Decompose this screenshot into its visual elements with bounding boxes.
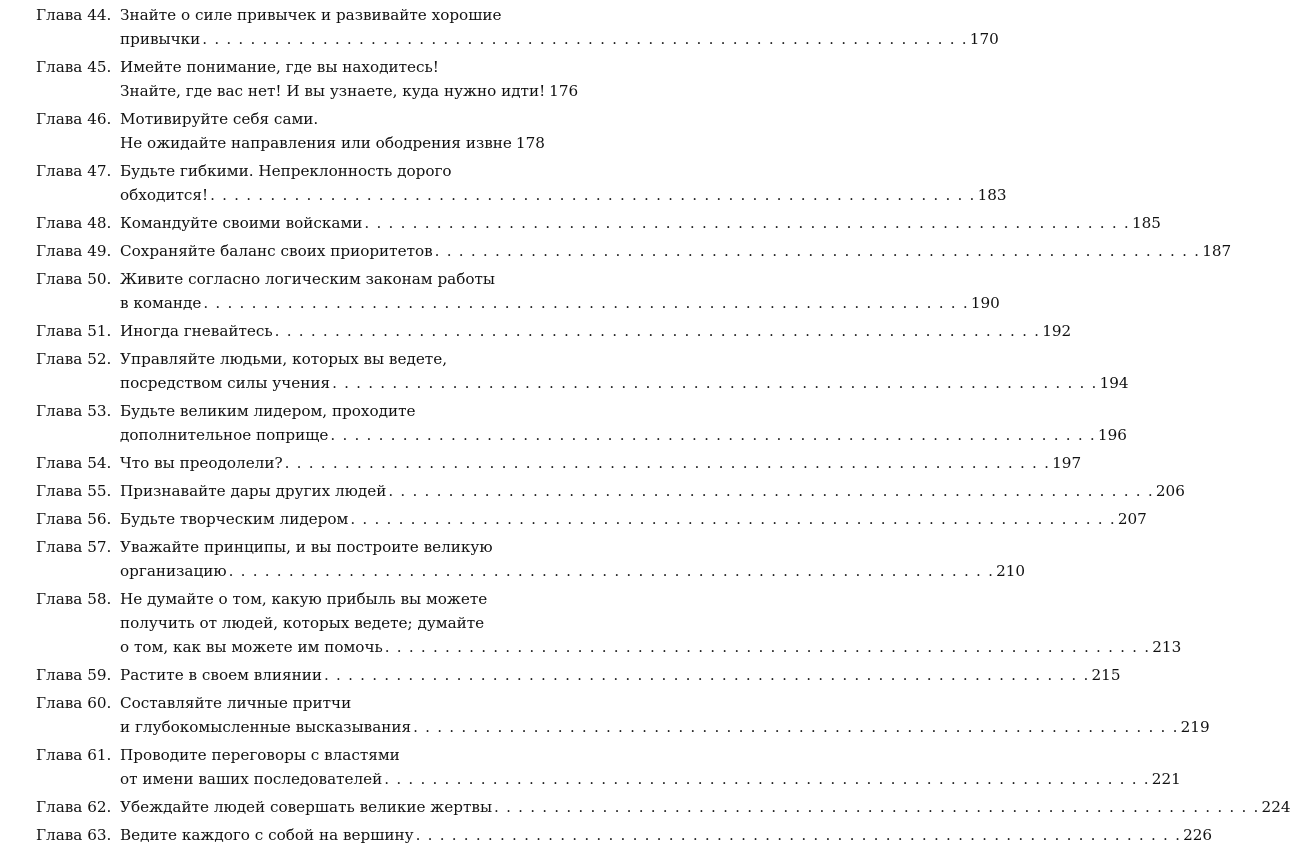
toc-entry — [36, 823, 1213, 847]
chapter-number: Глава 53. — [36, 402, 112, 420]
chapter-title-text: в команде — [120, 294, 202, 312]
chapter-number: Глава 51. — [36, 322, 112, 340]
chapter-number: Глава 59. — [36, 666, 112, 684]
page-number: 185 — [1131, 214, 1161, 232]
chapter-title-text: Уважайте принципы, и вы построите великую — [120, 538, 493, 556]
page-number: 196 — [1097, 426, 1127, 444]
chapter-title — [120, 55, 579, 103]
dot-leader: . . . . . . . . . . . . . . . . . . . . . . . . . . . . . . . . . . . . . . . . . . . . . . . . . . . . . . . . . . . . . . . . — [228, 562, 995, 580]
chapter-title-text: Признавайте дары других людей — [120, 482, 387, 500]
dot-leader: . . . . . . . . . . . . . . . . . . . . . . . . . . . . . . . . . . . . . . . . . . . . . . . . . . . . . . . . . . . . . . . . — [413, 718, 1179, 736]
page-number: 183 — [977, 186, 1007, 204]
chapter-title-line — [120, 55, 536, 79]
chapter-title-line — [120, 663, 1121, 687]
toc-entry — [36, 107, 545, 155]
chapter-number: Глава 55. — [36, 482, 112, 500]
chapter-title — [120, 507, 1147, 531]
page-number: 194 — [1099, 374, 1129, 392]
chapter-title-line — [120, 743, 536, 767]
chapter-title — [120, 535, 1026, 583]
chapter-title — [120, 159, 1007, 207]
dot-leader: . . . . . . . . . . . . . . . . . . . . . . . . . . . . . . . . . . . . . . . . . . . . . . . . . . . . . . . . . . . . . . . . — [388, 482, 1154, 500]
toc-entry — [36, 535, 1026, 583]
chapter-title-text: Что вы преодолели? — [120, 454, 283, 472]
dot-leader: . . . . . . . . . . . . . . . . . . . . . . . . . . . . . . . . . . . . . . . . . . . . . . . . . . . . . . . . . . . . . . . . — [284, 454, 1051, 472]
chapter-title-text: Будьте великим лидером, проходите — [120, 402, 416, 420]
page-number: 221 — [1151, 770, 1181, 788]
chapter-title-line — [120, 3, 536, 27]
chapter-title-text: Проводите переговоры с властями — [120, 746, 400, 764]
chapter-number: Глава 48. — [36, 214, 112, 232]
chapter-title-line — [120, 159, 536, 183]
toc-entry — [36, 663, 1121, 687]
chapter-title-line — [120, 635, 1182, 659]
chapter-number: Глава 49. — [36, 242, 112, 260]
dot-leader: . . . . . . . . . . . . . . . . . . . . . . . . . . . . . . . . . . . . . . . . . . . . . . . . . . . . . . . . . . . . . . . . — [202, 30, 968, 48]
chapter-title — [120, 3, 999, 51]
chapter-title — [120, 479, 1185, 503]
chapter-title — [120, 663, 1121, 687]
chapter-title — [120, 239, 1232, 263]
page-number: 210 — [996, 562, 1026, 580]
page-number: 207 — [1117, 510, 1147, 528]
chapter-title-text: обходится! — [120, 186, 209, 204]
chapter-title-text: Будьте гибкими. Непреклонность дорого — [120, 162, 452, 180]
chapter-title — [120, 347, 1129, 395]
chapter-title-line — [120, 767, 1181, 791]
chapter-title-text: от имени ваших последователей — [120, 770, 383, 788]
chapter-title-text: Не думайте о том, какую прибыль вы можете — [120, 590, 488, 608]
page-number: 224 — [1261, 798, 1291, 816]
chapter-title-line — [120, 27, 999, 51]
dot-leader: . . . . . . . . . . . . . . . . . . . . . . . . . . . . . . . . . . . . . . . . . . . . . . . . . . . . . . . . . . . . . . . . — [494, 798, 1260, 816]
toc-entry — [36, 691, 1210, 739]
chapter-title-line — [120, 131, 545, 155]
chapter-title-line — [120, 267, 536, 291]
chapter-title-line — [120, 587, 536, 611]
toc-entry — [36, 211, 1161, 235]
chapter-title-text: Имейте понимание, где вы находитесь! — [120, 58, 439, 76]
chapter-title-line — [120, 291, 1000, 315]
page-number: 219 — [1180, 718, 1210, 736]
chapter-number: Глава 63. — [36, 826, 112, 844]
dot-leader: . . . . . . . . . . . . . . . . . . . . . . . . . . . . . . . . . . . . . . . . . . . . . . . . . . . . . . . . . . . . . . . . — [324, 666, 1090, 684]
dot-leader: . . . . . . . . . . . . . . . . . . . . . . . . . . . . . . . . . . . . . . . . . . . . . . . . . . . . . . . . . . . . . . . . — [384, 638, 1151, 656]
chapter-title — [120, 211, 1161, 235]
chapter-title-text: Иногда гневайтесь — [120, 322, 273, 340]
page-number: 176 — [549, 82, 579, 100]
chapter-title-text: Убеждайте людей совершать великие жертвы — [120, 798, 493, 816]
chapter-title-text: дополнительное поприще — [120, 426, 329, 444]
chapter-title — [120, 319, 1072, 343]
chapter-title-text: Знайте о силе привычек и развивайте хорошие — [120, 6, 502, 24]
chapter-title-text: посредством силы учения — [120, 374, 331, 392]
dot-leader: . . . . . . . . . . . . . . . . . . . . . . . . . . . . . . . . . . . . . . . . . . . . . . . . . . . . . . . . . . . . . . . . — [384, 770, 1150, 788]
chapter-number: Глава 45. — [36, 58, 112, 76]
chapter-title-text: организацию — [120, 562, 227, 580]
page-number: 187 — [1202, 242, 1232, 260]
chapter-title-line — [120, 371, 1129, 395]
chapter-number: Глава 50. — [36, 270, 112, 288]
chapter-title-text: Составляйте личные притчи — [120, 694, 352, 712]
chapter-title-text: Ведите каждого с собой на вершину — [120, 826, 414, 844]
chapter-title-line — [120, 183, 1007, 207]
chapter-title-line — [120, 423, 1127, 447]
chapter-title-line — [120, 211, 1161, 235]
dot-leader: . . . . . . . . . . . . . . . . . . . . . . . . . . . . . . . . . . . . . . . . . . . . . . . . . . . . . . . . . . . . . . . . — [364, 214, 1130, 232]
chapter-title-line — [120, 239, 1232, 263]
dot-leader: . . . . . . . . . . . . . . . . . . . . . . . . . . . . . . . . . . . . . . . . . . . . . . . . . . . . . . . . . . . . . . . . — [415, 826, 1182, 844]
chapter-title-line — [120, 107, 536, 131]
toc-entry — [36, 267, 1000, 315]
chapter-title — [120, 451, 1082, 475]
chapter-title-text: Растите в своем влиянии — [120, 666, 322, 684]
dot-leader: . . . . . . . . . . . . . . . . . . . . . . . . . . . . . . . . . . . . . . . . . . . . . . . . . . . . . . . . . . . . . . . . — [330, 426, 1096, 444]
toc-entry — [36, 507, 1147, 531]
chapter-number: Глава 57. — [36, 538, 112, 556]
chapter-title — [120, 107, 545, 155]
chapter-title-text: Мотивируйте себя сами. — [120, 110, 319, 128]
chapter-title-line — [120, 479, 1185, 503]
chapter-number: Глава 52. — [36, 350, 112, 368]
dot-leader: . . . . . . . . . . . . . . . . . . . . . . . . . . . . . . . . . . . . . . . . . . . . . . . . . . . . . . . . . . . . . . . . — [274, 322, 1041, 340]
chapter-title — [120, 399, 1127, 447]
toc-entry — [36, 743, 1181, 791]
toc-entry — [36, 399, 1127, 447]
chapter-title-line — [120, 795, 1291, 819]
page-number: 178 — [515, 134, 545, 152]
chapter-title-line — [120, 559, 1026, 583]
chapter-title — [120, 823, 1213, 847]
chapter-number: Глава 47. — [36, 162, 112, 180]
chapter-title — [120, 795, 1291, 819]
chapter-title-line — [120, 451, 1082, 475]
chapter-title-line — [120, 715, 1210, 739]
dot-leader: . . . . . . . . . . . . . . . . . . . . . . . . . . . . . . . . . . . . . . . . . . . . . . . . . . . . . . . . . . . . . . . . — [434, 242, 1201, 260]
toc-entry — [36, 319, 1072, 343]
page-number: 226 — [1183, 826, 1213, 844]
table-of-contents — [36, 3, 1291, 851]
chapter-title — [120, 743, 1181, 791]
chapter-title-line — [120, 691, 536, 715]
chapter-number: Глава 61. — [36, 746, 112, 764]
chapter-title-text: и глубокомысленные высказывания — [120, 718, 412, 736]
chapter-number: Глава 58. — [36, 590, 112, 608]
chapter-title-text: Не ожидайте направления или ободрения извне — [120, 134, 512, 152]
chapter-title-text: Командуйте своими войсками — [120, 214, 363, 232]
page-number: 206 — [1155, 482, 1185, 500]
chapter-title-text: Будьте творческим лидером — [120, 510, 349, 528]
toc-entry — [36, 3, 999, 51]
dot-leader: . . . . . . . . . . . . . . . . . . . . . . . . . . . . . . . . . . . . . . . . . . . . . . . . . . . . . . . . . . . . . . . . — [350, 510, 1116, 528]
page-number: 170 — [969, 30, 999, 48]
chapter-title — [120, 691, 1210, 739]
chapter-title-text: привычки — [120, 30, 201, 48]
chapter-title-line — [120, 611, 536, 635]
toc-entry — [36, 347, 1129, 395]
page-number: 215 — [1091, 666, 1121, 684]
chapter-number: Глава 54. — [36, 454, 112, 472]
page-number: 197 — [1052, 454, 1082, 472]
toc-entry — [36, 159, 1007, 207]
toc-entry — [36, 587, 1182, 659]
chapter-title-line — [120, 399, 536, 423]
toc-entry — [36, 239, 1232, 263]
chapter-title-text: Управляйте людьми, которых вы ведете, — [120, 350, 448, 368]
toc-entry — [36, 479, 1185, 503]
page-number: 192 — [1042, 322, 1072, 340]
toc-entry — [36, 55, 579, 103]
chapter-title-line — [120, 79, 579, 103]
page-number: 213 — [1152, 638, 1182, 656]
dot-leader: . . . . . . . . . . . . . . . . . . . . . . . . . . . . . . . . . . . . . . . . . . . . . . . . . . . . . . . . . . . . . . . . — [203, 294, 969, 312]
chapter-title-text: о том, как вы можете им помочь — [120, 638, 383, 656]
toc-entry — [36, 795, 1291, 819]
chapter-title-line — [120, 535, 536, 559]
toc-entry — [36, 451, 1082, 475]
chapter-number: Глава 56. — [36, 510, 112, 528]
chapter-title — [120, 267, 1000, 315]
chapter-title-text: Сохраняйте баланс своих приоритетов — [120, 242, 433, 260]
chapter-number: Глава 46. — [36, 110, 112, 128]
chapter-title-text: Знайте, где вас нет! И вы узнаете, куда нужно идти! — [120, 82, 546, 100]
dot-leader: . . . . . . . . . . . . . . . . . . . . . . . . . . . . . . . . . . . . . . . . . . . . . . . . . . . . . . . . . . . . . . . . — [210, 186, 976, 204]
dot-leader: . . . . . . . . . . . . . . . . . . . . . . . . . . . . . . . . . . . . . . . . . . . . . . . . . . . . . . . . . . . . . . . . — [332, 374, 1098, 392]
chapter-number: Глава 44. — [36, 6, 112, 24]
chapter-title-line — [120, 507, 1147, 531]
chapter-title-line — [120, 823, 1213, 847]
chapter-title-text: получить от людей, которых ведете; думайте — [120, 614, 485, 632]
chapter-title-line — [120, 347, 536, 371]
chapter-title-line — [120, 319, 1072, 343]
chapter-number: Глава 62. — [36, 798, 112, 816]
page-number: 190 — [970, 294, 1000, 312]
chapter-number: Глава 60. — [36, 694, 112, 712]
chapter-title — [120, 587, 1182, 659]
chapter-title-text: Живите согласно логическим законам работы — [120, 270, 495, 288]
